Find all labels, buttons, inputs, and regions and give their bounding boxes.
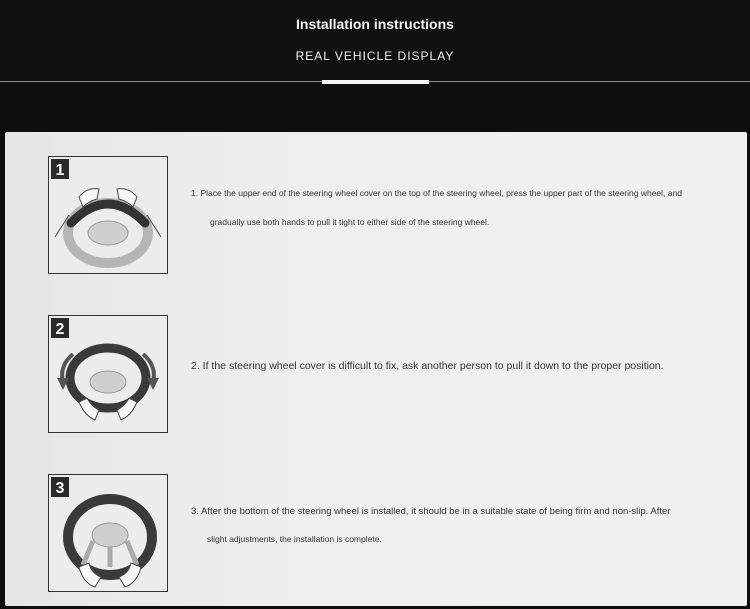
step-3-number-text: 3 <box>55 480 65 497</box>
step-2-illustration <box>48 315 168 433</box>
step-2-number-text: 2 <box>55 321 65 338</box>
instructions-panel <box>5 132 747 606</box>
step-3-text-line-2: slight adjustments, the installation is complete. <box>207 534 382 544</box>
step-1-illustration <box>48 156 168 274</box>
header <box>0 0 750 84</box>
step-2-text: 2. If the steering wheel cover is difficult to fix, ask another person to pull it down to the proper position. <box>191 360 664 372</box>
header-title: Installation instructions <box>296 16 454 32</box>
step-1-number-text: 1 <box>55 162 65 179</box>
header-accent-bar <box>322 80 429 84</box>
step-1-text-line-2: gradually use both hands to pull it tight to either side of the steering wheel. <box>210 217 490 227</box>
step-3-illustration <box>48 474 168 592</box>
step-3-text-line-1: 3. After the bottom of the steering wheel is installed, it should be in a suitable state of being firm and non-slip. After <box>191 506 671 517</box>
header-subtitle: REAL VEHICLE DISPLAY <box>295 49 455 63</box>
step-1-text-line-1: 1. Place the upper end of the steering wheel cover on the top of the steering wheel, press the upper part of the steering wheel, and <box>191 188 682 198</box>
